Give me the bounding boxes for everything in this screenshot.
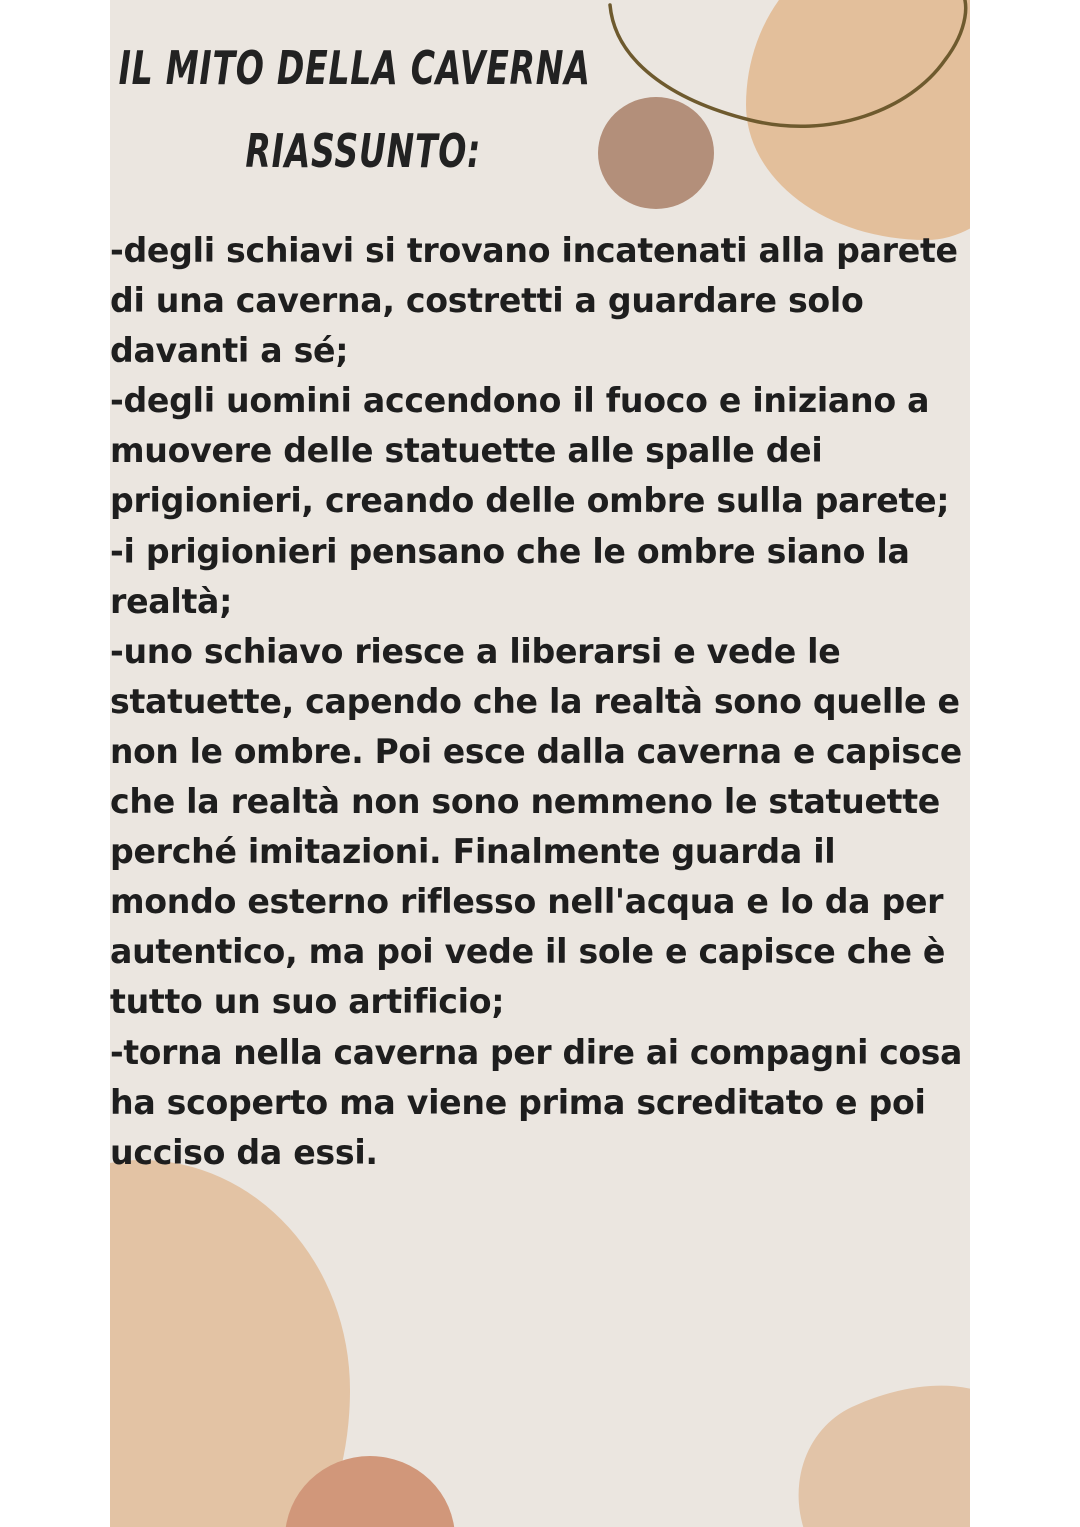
text-line: autentico, ma poi vede il sole e capisce che è [110,932,946,972]
summary-text [110,226,970,1178]
text-line: davanti a sé; [110,331,349,371]
text-line: mondo esterno riflesso nell'acqua e lo da per [110,882,944,922]
text-line: che la realtà non sono nemmeno le statuette [110,782,941,822]
text-line: muovere delle statuette alle spalle dei [110,431,823,471]
text-line: -uno schiavo riesce a liberarsi e vede le [110,631,841,671]
text-line: -degli uomini accendono il fuoco e iniziano a [110,381,930,421]
text-line: -degli schiavi si trovano incatenati alla parete [110,231,958,270]
text-line: ucciso da essi. [110,1132,378,1172]
text-line: -i prigionieri pensano che le ombre siano la [110,531,910,571]
decorative-blob-bottom-right [765,1346,970,1527]
title-line-2: RIASSUNTO: [245,124,482,178]
decorative-blob-bottom-left [110,1160,350,1527]
title-line-1: IL MITO DELLA CAVERNA [118,41,591,95]
text-line: realtà; [110,581,233,621]
text-line: statuette, capendo che la realtà sono quelle e [110,681,960,721]
page-title [110,40,729,179]
text-line: di una caverna, costretti a guardare solo [110,281,864,321]
text-line: prigionieri, creando delle ombre sulla parete; [110,481,950,521]
text-line: tutto un suo artificio; [110,982,505,1022]
text-line: -torna nella caverna per dire ai compagni cosa [110,1032,962,1072]
text-line: non le ombre. Poi esce dalla caverna e capisce [110,731,962,771]
document-page [110,0,970,1527]
text-line: perché imitazioni. Finalmente guarda il [110,832,836,872]
text-line: ha scoperto ma viene prima screditato e poi [110,1082,926,1122]
